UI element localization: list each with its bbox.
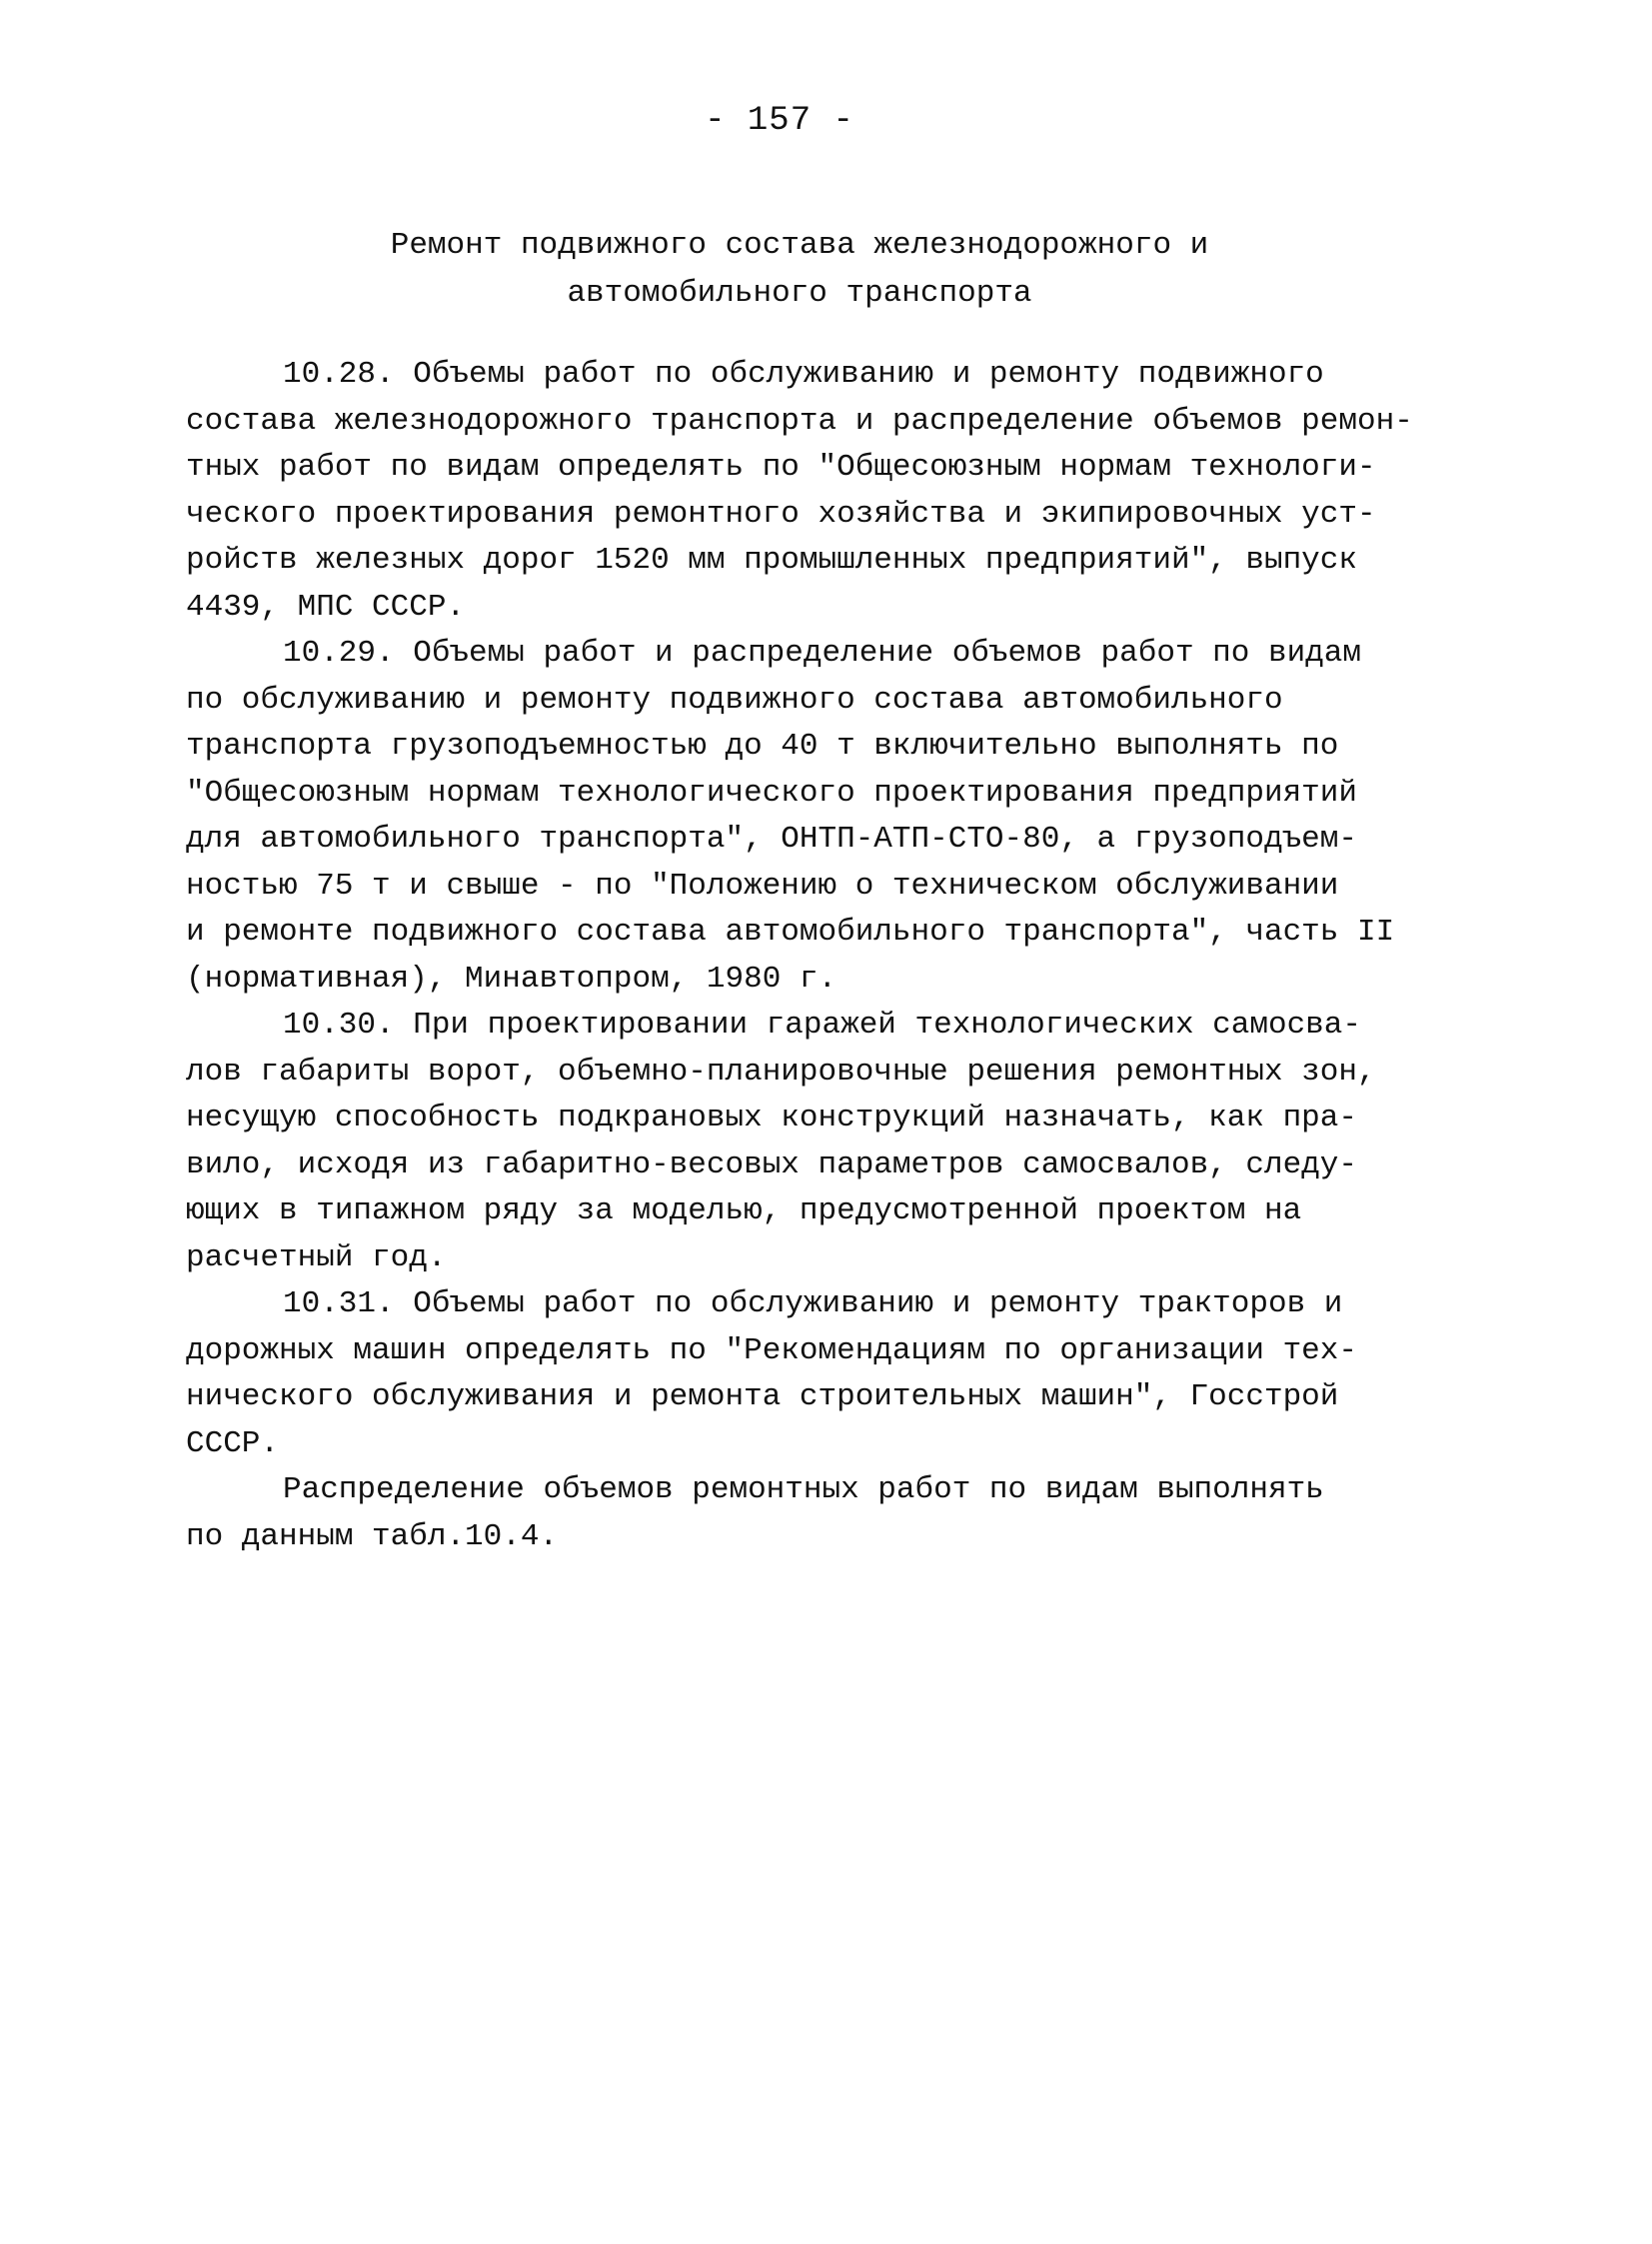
text-line: ностью 75 т и свыше - по "Положению о техническом обслуживании (186, 868, 1339, 904)
paragraph-10-29 (186, 631, 1445, 1003)
text-line: 10.28. Объемы работ по обслуживанию и ремонту подвижного (283, 357, 1324, 392)
text-line: лов габариты ворот, объемно-планировочные решения ремонтных зон, (186, 1054, 1376, 1090)
text-line: СССР. (186, 1425, 280, 1461)
text-line: 4439, МПС СССР. (186, 589, 466, 625)
text-line: 10.31. Объемы работ по обслуживанию и ремонту тракторов и (283, 1286, 1343, 1321)
text-line: и ремонте подвижного состава автомобильного транспорта", часть II (186, 915, 1395, 950)
text-line: нического обслуживания и ремонта строительных машин", Госстрой (186, 1379, 1339, 1414)
paragraph-10-28 (186, 352, 1445, 631)
text-line: 10.30. При проектировании гаражей технологических самосва- (283, 1008, 1361, 1043)
text-line: ройств железных дорог 1520 мм промышленных предприятий", выпуск (186, 543, 1357, 578)
paragraph-10-31 (186, 1281, 1445, 1467)
page-number: - 157 - (705, 102, 854, 140)
paragraph-10-30 (186, 1003, 1445, 1281)
text-line: расчетный год. (186, 1239, 447, 1275)
text-line: (нормативная), Минавтопром, 1980 г. (186, 961, 837, 997)
text-line: Распределение объемов ремонтных работ по видам выполнять (283, 1472, 1324, 1507)
text-line: тных работ по видам определять по "Общесоюзным нормам технологи- (186, 450, 1376, 485)
text-line: состава железнодорожного транспорта и распределение объемов ремон- (186, 403, 1413, 439)
text-line: 10.29. Объемы работ и распределение объемов работ по видам (283, 636, 1361, 671)
text-line: транспорта грузоподъемностью до 40 т включительно выполнять по (186, 729, 1339, 764)
body-text (186, 352, 1445, 1560)
text-line: "Общесоюзным нормам технологического проектирования предприятий (186, 775, 1357, 811)
text-line: вило, исходя из габаритно-весовых параметров самосвалов, следу- (186, 1146, 1357, 1182)
paragraph-distribution (186, 1467, 1445, 1560)
text-line: для автомобильного транспорта", ОНТП-АТП-СТО-80, а грузоподъем- (186, 822, 1357, 857)
text-line: по обслуживанию и ремонту подвижного состава автомобильного (186, 682, 1283, 718)
text-line: по данным табл.10.4. (186, 1518, 559, 1554)
text-line: несущую способность подкрановых конструкций назначать, как пра- (186, 1101, 1357, 1135)
text-line: дорожных машин определять по "Рекомендациям по организации тех- (186, 1332, 1357, 1368)
text-line: ющих в типажном ряду за моделью, предусмотренной проектом на (186, 1193, 1302, 1228)
text-line: ческого проектирования ремонтного хозяйства и экипировочных уст- (186, 496, 1376, 532)
section-heading-line-2: автомобильного транспорта (567, 276, 1032, 311)
section-heading (0, 222, 1599, 318)
section-heading-line-1: Ремонт подвижного состава железнодорожного и (390, 228, 1209, 263)
